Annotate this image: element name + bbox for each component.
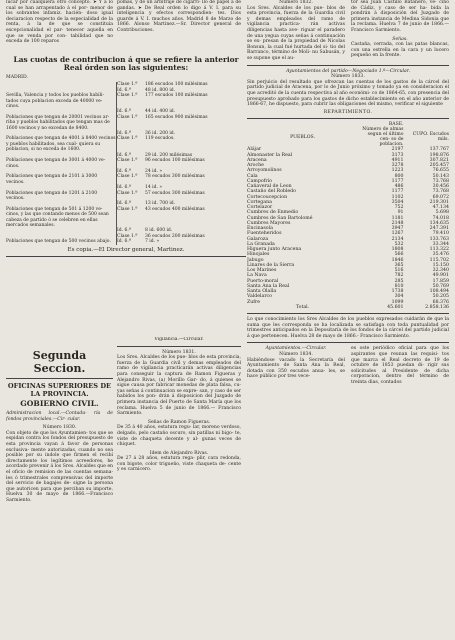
pueblo-name: Cala (247, 173, 258, 179)
col3-last-b: es oste periódico oficial para que los aspirantes que reunan las requisi- tos que marca el Real decreto de 19 de octubre de 1853 puedan di- rigir sus solicitudes al Presidente de dicha corporacion, dentro del término de treinta dias, contados (351, 346, 449, 385)
col2-bottom-text: Los Sres. Alcaldes de los pue- blos de esta provincia, fuerza de la Guardia civil y demas empleados del ramo de vigilancia practicarán activas diligencias para conseguir la captura de Ramon Figueras y Alejandro Rivas, (a) Morillo Gar- do, á quienes se sigue causa por fabricar monedas de plata falsa, cu- yas señas á continuacion se expre- san, y caso de ser habidos los pon- drán á disposicion del Juzgado de primera instancia del Puerto de Santa María que los reclama. Huelva 5 de junio de 1866.— Francisco Sarmiento. (117, 355, 241, 417)
col2-bottom (117, 337, 241, 473)
pueblo-name: Cortecoucepcion (247, 194, 288, 200)
col1-top (6, 0, 113, 45)
tax-row-label: Poblaciones que tengan de 501 á 1200 ve- cinos, y las que contando menos de 500 sean cabeza de partido ó se celebren en ellas mercados semanales. (6, 206, 109, 228)
tax-row-class: Id. 6.ª (117, 239, 146, 244)
num1830: Número 1830. (42, 425, 77, 431)
pueblo-almas: 1177 (391, 189, 404, 195)
col3-mid-text: Sin perjuicio del resultado que ofrezcan las cuentas de los gastos de la cárcel del partido judicial de Aracena, por lo de Junio próximo y tomado ya en consideracion el que acreditó de la cuenta respectiva al año económi- co de 1864-65, con presencia del presupuesto aprobado para los gastos de dicho establecimiento en el año anterior de 1866-67, he dispuesto, para cubrir las obligaciones del mismo, verificar el siguiente (247, 79, 449, 108)
pueblo-almas: 3173 (391, 152, 404, 158)
ayto-circ: Ayuntamientos.—Circular. (265, 346, 327, 352)
pueblo-name: Higuera junto Aracena (247, 247, 302, 253)
pueblo-name: Hinojales (247, 252, 270, 258)
pueblo-name: Cortegana (247, 199, 272, 205)
pueblo-name: Zufre (247, 299, 261, 305)
pueblo-name: Santa Ana la Real (247, 283, 290, 289)
pueblo-name: Almonaster la Real (247, 152, 293, 158)
tax-section (6, 56, 246, 260)
pueblo-cupo: 108.494 (429, 289, 449, 295)
pueblo-cupo: 15.150 (432, 262, 449, 268)
tax-row-class: Id. 6.ª (117, 185, 146, 190)
pueblo-name: Castaño del Robledo (247, 189, 297, 195)
pueblo-name: Cañaveral de Leon (247, 184, 292, 190)
pueblo-almas: 3947 (391, 226, 404, 232)
tax-row-class: Id. 6.ª (117, 201, 146, 206)
tax-row-amount: 36 escudos 200 milésimas (145, 233, 205, 239)
pueblo-cupo: 133.763 (429, 236, 449, 242)
tax-row-class: Clase 1.ª (117, 234, 146, 239)
pueblo-almas: 1177 (391, 178, 404, 184)
pueblo-almas: 516 (394, 268, 404, 274)
tax-row-amount: 57 escudos 300 milésimas (145, 190, 205, 196)
pueblo-almas: 285 (394, 278, 404, 284)
pueblo-name: Cumbres de Enmedio (247, 210, 299, 216)
col3-intro-b: Los Sres. Alcaldes de los pue- blos de esta provincia, fuerza de la Guardia civil y demas empleados del ramo de vigilancia practica- rán activas diligencias hasta ave- riguar el paradero de una yegua cuyas señas á continuación se ex- presan de la propiedad de Nicolas Bonsun, la cual fué hurtada del si- tio del Barranco, término de Moli- nu Sabusán, y se supone que el au- (247, 5, 345, 61)
oficinas-heading: OFICINAS SUPERIORES DE LA PROVINCIA. (7, 382, 112, 398)
col1-intro: lucar por cualquiera otro concepto. ➤ Y a lo cual se han arrapentado á el por- menor de los sobrantes infamiz. hacién- doso igual deciaracion respecto de la especialidad de la renta, á la de que se constituía excepcionalidad el par- tenecer aquella en que se venda por con- tabilidad que no exceda de 100 reparos (6, 0, 113, 45)
tax-row-label: Poblaciones que tengan de 4001 á 8400 vecinos y pueblos habilitados, sea cual- quiera su poblacion, si no exceda de 1600. (6, 136, 116, 153)
tax-row-amount: 78 escudos 300 milésimas (145, 174, 205, 180)
pueblo-almas: 2134 (391, 236, 404, 242)
tax-row (6, 239, 246, 244)
pueblo-cupo: 76.655 (432, 168, 449, 174)
pueblo-name: Los Marines (247, 268, 277, 274)
tax-row-label: Poblaciones que tengan de 500 vecinos abajo. (6, 239, 111, 245)
pueblo-almas: 800 (394, 173, 404, 179)
pueblo-name: Cortelazor (247, 205, 273, 211)
tax-row-class: Clase 1.ª (117, 191, 146, 202)
tax-row-label: Sevilla, Valencia y todos los pueblos habili- tados cuya poblacion exceda de 40000 ve- cinos. (6, 93, 104, 110)
num1831: Número 1831. (162, 349, 196, 355)
pueblo-cupo: 73.768 (432, 178, 449, 184)
pueblo-cupo: 30.456 (432, 184, 449, 190)
gobierno-heading: GOBIERNO CIVIL. (20, 399, 99, 408)
col-numero: Número de almas segun el último cen- so de poblacion. (362, 127, 404, 148)
tax-row-class: Id. 6.ª (117, 153, 146, 158)
pueblo-cupo: 219.301 (429, 199, 449, 205)
pueblo-almas: 365 (394, 262, 404, 268)
pueblo-almas: 532 (394, 241, 404, 247)
pueblo-almas: 2148 (391, 220, 404, 226)
pueblo-almas: 1223 (391, 168, 404, 174)
tax-row-amount: 177 escudos 100 milésimas (145, 93, 208, 99)
pueblo-almas: 810 (394, 283, 404, 289)
tax-row-class: Clase 1.ª (117, 158, 146, 169)
pueblo-almas: 1267 (391, 231, 404, 237)
tax-row-class: Id. 6.ª (117, 228, 146, 233)
pueblo-name: Campofrío (247, 178, 272, 184)
vigilancia-heading: Vigilancia.—Circular. (154, 337, 204, 342)
tax-row-amount: 29 id. 200 milésimas (145, 152, 193, 158)
pueblo-name: Alájar (247, 147, 262, 153)
pueblo-almas: 1181 (391, 215, 404, 221)
ayto-heading: Ayuntamientos del partido—Negociado 1.º—Circular. (286, 68, 410, 74)
tax-row (6, 115, 246, 131)
tax-table (6, 82, 246, 244)
pueblo-almas: 486 (394, 184, 404, 190)
pueblo-almas: 1102 (391, 194, 404, 200)
tax-row-label: Poblaciones que tengan de 20001 vecinos ar- riba y pueblos habilitados que tengan mas de 1600 vecinos y no excedan de 8400. (6, 114, 110, 131)
pueblo-name: Galaroza (247, 236, 269, 242)
pueblo-name: Puerto-moral (247, 278, 279, 284)
total-label: Total. (295, 304, 310, 310)
tax-row-class: Clase 1.ª (117, 93, 146, 109)
tax-row-amount: 14 id. » (145, 185, 163, 191)
col-cupo: CUPO. Escudos mils. (412, 132, 449, 143)
pueblo-name: Encinasola (247, 226, 273, 232)
tax-row (6, 174, 246, 185)
base-label: BASE. (388, 122, 404, 128)
tax-row-amount: 7 id. » (145, 239, 160, 245)
pueblo-cupo: 79.410 (432, 231, 449, 237)
num1834: Número 1834. (279, 352, 313, 357)
rivas-text: De 27 á 28 años, estatura rega- plir, cara redonda, con bigote, color trigueño, viste chaqueta de- cente y es carnicero. (117, 456, 241, 473)
tax-row-amount: 96 escudos 100 milésimas (145, 158, 205, 164)
pueblo-almas: 1846 (391, 257, 404, 263)
tax-title: Las cuotas de contribucion á que se refiere la anterior Real órden son las siguientes: (13, 55, 239, 73)
pueblo-cupo: 205.457 (429, 163, 449, 169)
pueblo-almas: 1738 (391, 289, 404, 295)
pueblo-almas: 566 (394, 252, 404, 258)
tax-row-label: Poblaciones que tengan de 1201 á 2100 vecinos. (6, 190, 98, 201)
col-pueblos: PUEBLOS. (290, 134, 315, 140)
reparto-table (247, 122, 449, 310)
total-cupo: 2.858.136 (425, 304, 449, 310)
pueblo-name: Santa Olalla (247, 289, 277, 295)
tax-row-amount: 119 escudos. (145, 136, 175, 142)
pueblo-cupo: 17.859 (432, 278, 449, 284)
section-title: Segunda Seccion. (32, 349, 87, 375)
tax-row-amount: 43 escudos 400 milésimas (145, 206, 205, 212)
pueblo-cupo: 47.134 (432, 205, 449, 211)
col2-top (117, 0, 241, 34)
col3-end-text: Lo que conocimiento los Sres Alcaldes de los pueblos expresados cuidarán de que la suma que les corresponda se ha localizada se satisfaga con toda puntualidad por trimestres anticipados en la Depositaría de los fondos de la cárcel del partido judicial á que pertenecen. Huelva 28 de mayo de 1866.- Francisco Sarmiento. (247, 317, 449, 339)
pueblo-name: Fuenteheridos (247, 231, 282, 237)
pueblo-cupo: 115.702 (429, 257, 449, 263)
pueblo-name: Aracena (247, 157, 267, 163)
pueblo-cupo: 73.768 (432, 189, 449, 195)
pueblo-almas: 91 (397, 210, 404, 216)
tax-row-amount: 24 id. » (145, 168, 163, 174)
col3-intro-e: Castaña, cerrada, con las patas blancas, con una estrella en la cara y un lucero pequeño en la frente. (351, 42, 449, 59)
pueblo-cupo: 49.901 (432, 273, 449, 279)
pueblo-almas: 1808 (391, 247, 404, 253)
tax-row-class: Clase 1.ª (117, 136, 146, 152)
pueblo-name: Jabugo (247, 257, 264, 263)
tax-row-class: Clase 1.ª (117, 82, 146, 87)
pueblo-cupo: 5.698 (435, 210, 449, 216)
pueblo-cupo: 35.476 (432, 252, 449, 258)
pueblo-cupo: 307.821 (429, 157, 449, 163)
total-num: 45.601 (387, 304, 404, 310)
tax-row (6, 136, 246, 152)
idem-rivas: Idem de Alejandro Rivas. (149, 450, 209, 456)
tax-row-amount: 165 escudos 900 milésimas (145, 114, 208, 120)
pueblo-almas: 752 (394, 205, 404, 211)
pueblo-cupo: 198.876 (429, 152, 449, 158)
pueblo-almas: 782 (394, 273, 404, 279)
pueblo-cupo: 247.391 (429, 226, 449, 232)
pueblo-name: Cumbres de San Bartolomé (247, 215, 313, 221)
pueblo-name: Linares de la Sierra (247, 262, 295, 268)
tax-row (6, 207, 246, 229)
col2-intro: pomas, y de un arbitraje de cigarri- llo de papel á de gandas. ➤ De Real orden lo digo á V. I. para su inteligencia y efectos correspondien- tes. Dios guarde á V. I. muchos años. Madrid 8 de Marzo de 1866. Alonso Martinez.—Sr. Director general de Contribuciones. (117, 0, 241, 33)
tax-row-amount: 44 id. 400 id. (145, 109, 176, 115)
col3-last-a: Habiéndose vacado la Secretaría del Ayuntamiento de Santa Ana la Real, dotada con 350 escudos anua- les, se hace público por tres vece- (247, 357, 345, 380)
pueblo-almas: 304 (394, 294, 404, 300)
tax-row-amount: 13 id. 700 id. (145, 201, 176, 207)
col3-intro-c: tor sea Juan Castillo Batanero, ve- cino de Cádiz, y caso de ser ha- bida la pondrán á disposición del Juzgado de primera instancia de Medina Sidonia que la reclama. Huelva 7 de junio de 1866.— Francisco Sarmiento. (351, 0, 449, 33)
pueblo-cupo: 113.322 (429, 247, 449, 253)
pueblo-almas: 3504 (391, 199, 404, 205)
tax-row (6, 93, 246, 109)
pueblo-cupo: 50.769 (432, 283, 449, 289)
tax-row (6, 191, 246, 202)
pueblo-name: La Granada (247, 241, 275, 247)
pueblo-cupo: 68.376 (432, 299, 449, 305)
tax-row-class: Id. 6.ª (117, 88, 146, 93)
pueblo-name: Aroche (247, 163, 264, 169)
tax-row-class: Clase 1.ª (117, 174, 146, 185)
pueblo-cupo: 137.767 (429, 147, 449, 153)
tax-row-amount: 48 id. 800 id. (145, 87, 176, 93)
col3 (247, 0, 449, 386)
pueblo-cupo: 50.205 (432, 294, 449, 300)
tax-row-class: Id. 6.ª (117, 131, 146, 136)
tax-row-amount: 8 id. 600 id. (145, 228, 173, 234)
figueras-text: De 35 á 40 años, estatura regu- lar, moreno verdoso, delgado, pelo castaño oscuro, sin patillas ni bigo- te, viste de chaqueta decente y al- gunas veces de chiquet. (117, 425, 241, 448)
col1-bottom (6, 345, 113, 504)
pueblo-almas: 2197 (391, 147, 404, 153)
tax-row-label: Poblaciones que tengan de 3001 á 4000 ve- cinos. (6, 158, 106, 169)
pueblo-cupo: 134.635 (429, 220, 449, 226)
senas-label: Señas. (392, 36, 408, 42)
admin-heading: Administracion local.—Contadu- ría de fondos provinciales.—Cir- cular. (6, 411, 113, 422)
tax-row-label: Poblaciones que tengan de 2101 á 3000 vecinos. (6, 174, 98, 185)
pueblo-almas: 4911 (391, 157, 404, 163)
pueblo-name: Cumbres Mayores (247, 220, 291, 226)
pueblo-name: Valdelarco (247, 294, 273, 300)
num1832: Número 1832. (279, 0, 313, 5)
pueblo-name: Arroyomolinos (247, 168, 282, 174)
pueblo-almas: 1099 (391, 299, 404, 305)
senas-figueras: Señas de Ramon Figueras. (147, 419, 211, 425)
reparto-heading: REPARTIMIENTO. (323, 109, 373, 115)
tax-row-amount: 36 id. 200 id. (145, 131, 176, 137)
tax-row-class: Id. 6.ª (117, 169, 146, 174)
tax-row-class: Clase 1.ª (117, 207, 146, 229)
pueblo-cupo: 50.143 (432, 173, 449, 179)
pueblo-cupo: 33.344 (432, 241, 449, 247)
tax-row-class: Id. 6.ª (117, 109, 146, 114)
madrid-label: MADRID. (6, 74, 28, 80)
num1833: Número 1833. (331, 74, 365, 80)
col1-bottom-text: Con objeto de que los Ayuntamien- tos que se espidan contra los fondos del presupuesto de esta provincia vayan á favor de personas exclusiva- mente autorizadas, cuando no sea posible por su índole que firmen el recibí directamente los legítimos acreedores, he acordado prevenir á los Sres. Alcaldes que en el oficio de remision de las cuentas semana- les ó trimestrales comprensivas del importe del servicio de bagajes de- signe la persona que autoricen para que perciban su importe. Huelva 30 de mayo de 1866.—Francisco Sarmiento. (6, 430, 113, 503)
copia-line: Es copia.—El Director general, Martinez. (67, 246, 185, 253)
pueblo-name: La Nava (247, 273, 267, 279)
tax-row-amount: 186 escudos 100 milésimas (145, 82, 208, 88)
pueblo-cupo: 74.018 (432, 215, 449, 221)
tax-row-class: Clase 1.ª (117, 115, 146, 131)
pueblo-cupo: 69.072 (432, 194, 449, 200)
pueblo-almas: 3278 (391, 163, 404, 169)
pueblo-cupo: 32.340 (432, 268, 449, 274)
tax-row (6, 158, 246, 169)
